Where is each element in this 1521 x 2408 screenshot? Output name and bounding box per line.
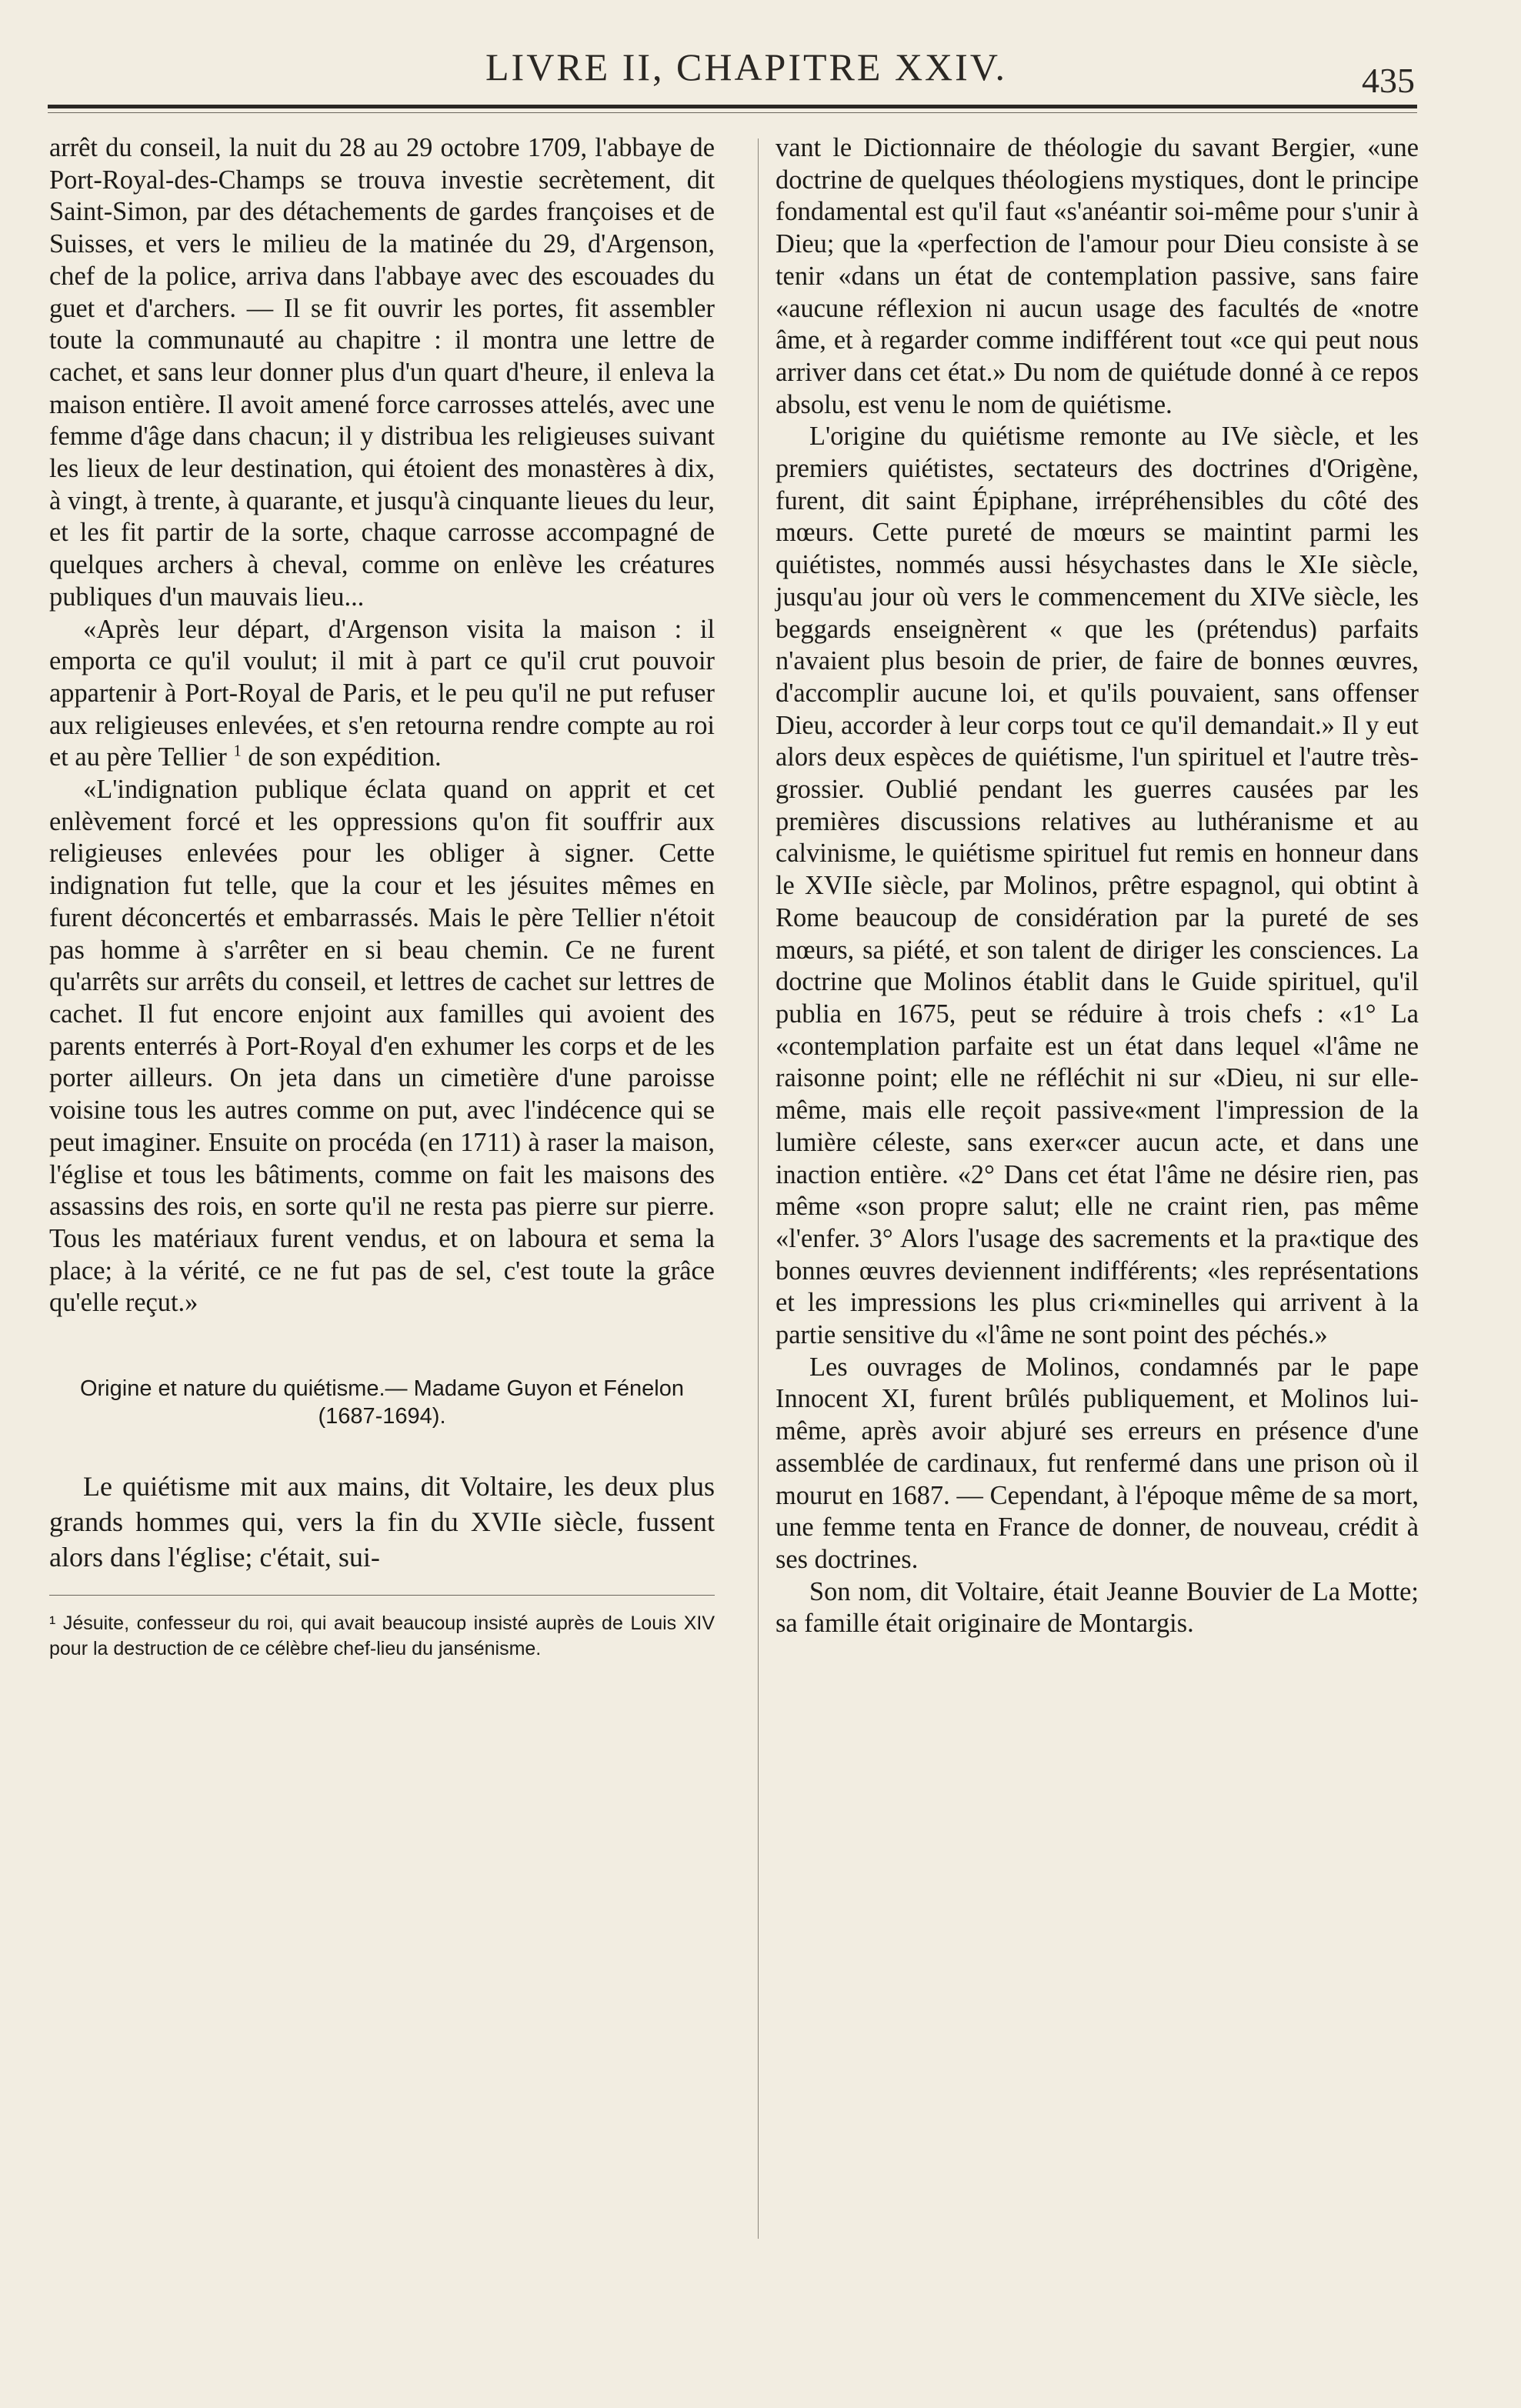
column-divider [758,138,759,2239]
running-header [0,45,1521,98]
paragraph: arrêt du conseil, la nuit du 28 au 29 octobre 1709, l'abbaye de Port-Royal-des-Champs se trouva investie secrètement, dit Saint-Simon, par des détachements de gardes françoises et de Suisses, et vers le milieu de la matinée du 29, d'Argenson, chef de la police, arriva dans l'abbaye avec des escouades du guet et d'archers. — Il se fit ouvrir les portes, fit assembler toute la communauté au chapitre : il montra une lettre de cachet, et sans leur donner plus d'un quart d'heure, il enleva la maison entière. Il avoit amené force carrosses attelés, avec une femme d'âge dans chacun; il y distribua les religieuses suivant les lieux de leur destination, qui étoient des monastères à dix, à vingt, à trente, à quarante, et jusqu'à cinquante lieues du leur, et les fit partir de la sorte, chaque carrosse accompagné de quelques archers à cheval, comme on enlève les créatures publiques d'un mauvais lieu... [49,133,715,612]
paragraph: Le quiétisme mit aux mains, dit Voltaire, les deux plus grands hommes qui, vers la fin du XVIIe siècle, fussent alors dans l'église; c'était, sui- [49,1471,715,1573]
paragraph: L'origine du quiétisme remonte au IVe siècle, et les premiers quiétistes, sectateurs des doctrines d'Origène, furent, dit saint Épiphane, irrépréhensibles du côté des mœurs. Cette pureté de mœurs se maintint parmi les quiétistes, nommés aussi hésychastes dans le XIe siècle, jusqu'au jour où vers le commencement du XIVe siècle, les beggards enseignèrent « que les (prétendus) parfaits n'avaient plus besoin de prier, de faire de bonnes œuvres, d'accomplir aucune loi, et qu'ils pouvaient, sans offenser Dieu, accorder à leur corps tout ce qu'il demandait.» Il y eut alors deux espèces de quiétisme, l'un spirituel et l'autre très-grossier. Oublié pendant les guerres causées par les premières discussions relatives au luthéranisme et au calvinisme, le quiétisme spirituel fut remis en honneur dans le XVIIe siècle, par Molinos, prêtre espagnol, qui obtint à Rome beaucoup de considération par la pureté de ses mœurs, sa piété, et son talent de diriger les consciences. La doctrine que Molinos établit dans le Guide spirituel, qu'il publia en 1675, peut se réduire à trois chefs : «1° La «contemplation parfaite est un état dans lequel «l'âme ne raisonne point; elle ne réfléchit ni sur «Dieu, ni sur elle-même, mais elle reçoit passive«ment l'impression de la lumière céleste, sans exer«cer aucun acte, et dans une inaction entière. «2° Dans cet état l'âme ne désire rien, pas même «son propre salut; elle ne craint rien, pas même «l'enfer. 3° Alors l'usage des sacrements et la pra«tique des bonnes œuvres deviennent indifférents; «les représentations et les impressions les plus cri«minelles qui arrivent à la partie sensitive du «l'âme ne sont point des péchés.» [776,422,1419,1350]
section-heading: Origine et nature du quiétisme.— Madame Guyon et Fénelon (1687-1694). [79,1376,685,1429]
paragraph-text: de son expédition. [241,742,442,772]
paragraph: Son nom, dit Voltaire, était Jeanne Bouvier de La Motte; sa famille était originaire de Montargis. [776,1576,1419,1639]
left-column [49,132,715,1662]
paragraph: Les ouvrages de Molinos, condamnés par le pape Innocent XI, furent brûlés publiquement, et Molinos lui-même, après avoir abjuré ses erreurs en présence d'une assemblée de cardinaux, fut renfermé dans une prison où il mourut en 1687. — Cependant, à l'époque même de sa mort, une femme tenta en France de donner, de nouveau, crédit à ses doctrines. [776,1352,1419,1574]
right-column [776,132,1419,1640]
footnote: ¹ Jésuite, confesseur du roi, qui avait beaucoup insisté auprès de Louis XIV pour la destruction de ce célèbre chef-lieu du jansénisme. [49,1613,715,1660]
footnote-separator [49,1595,715,1596]
header-rule [48,105,1417,108]
paragraph: «L'indignation publique éclata quand on apprit et cet enlèvement forcé et les oppressions qu'on fit souffrir aux religieuses enlevées pour les obliger à signer. Cette indignation fut telle, que la cour et les jésuites mêmes en furent déconcertés et embarrassés. Mais le père Tellier n'étoit pas homme à s'arrêter en si beau chemin. Ce ne furent qu'arrêts sur arrêts du conseil, et lettres de cachet sur lettres de cachet. Il fut encore enjoint aux familles qui avoient des parents enterrés à Port-Royal d'en exhumer les corps et de les porter ailleurs. On jeta dans un cimetière d'une paroisse voisine tous les autres comme on put, avec l'indécence qui se peut imaginer. Ensuite on procéda (en 1711) à raser la maison, l'église et tous les bâtiments, comme on fait les maisons des assassins des rois, en sorte qu'il ne resta pas pierre sur pierre. Tous les matériaux furent vendus, et on laboura et sema la place; à la vérité, ce ne fut pas de sel, c'est toute la grâce qu'elle reçut.» [49,775,715,1318]
header-rule-thin [48,112,1417,113]
page-number: 435 [1362,61,1415,100]
paragraph-text: «Après leur départ, d'Argenson visita la maison : il emporta ce qu'il voulut; il mit à part ce qu'il crut pouvoir appartenir à Port-Royal de Paris, et le peu qu'il ne put refuser aux religieuses enlevées, et s'en retourna rendre compte au roi et au père Tellier [49,614,715,772]
chapter-title: LIVRE II, CHAPITRE XXIV. [485,45,1007,88]
paragraph [49,614,715,775]
footnote-ref: 1 [233,742,242,760]
paragraph: vant le Dictionnaire de théologie du savant Bergier, «une doctrine de quelques théologiens mystiques, dont le principe fondamental est qu'il faut «s'anéantir soi-même pour s'unir à Dieu; que la «perfection de l'amour pour Dieu consiste à se tenir «dans un état de contemplation passive, sans faire «aucune réflexion ni aucun usage des facultés de «notre âme, et à regarder comme indifférent tout «ce qui peut nous arriver dans cet état.» Du nom de quiétude donné à ce repos absolu, est venu le nom de quiétisme. [776,133,1419,419]
